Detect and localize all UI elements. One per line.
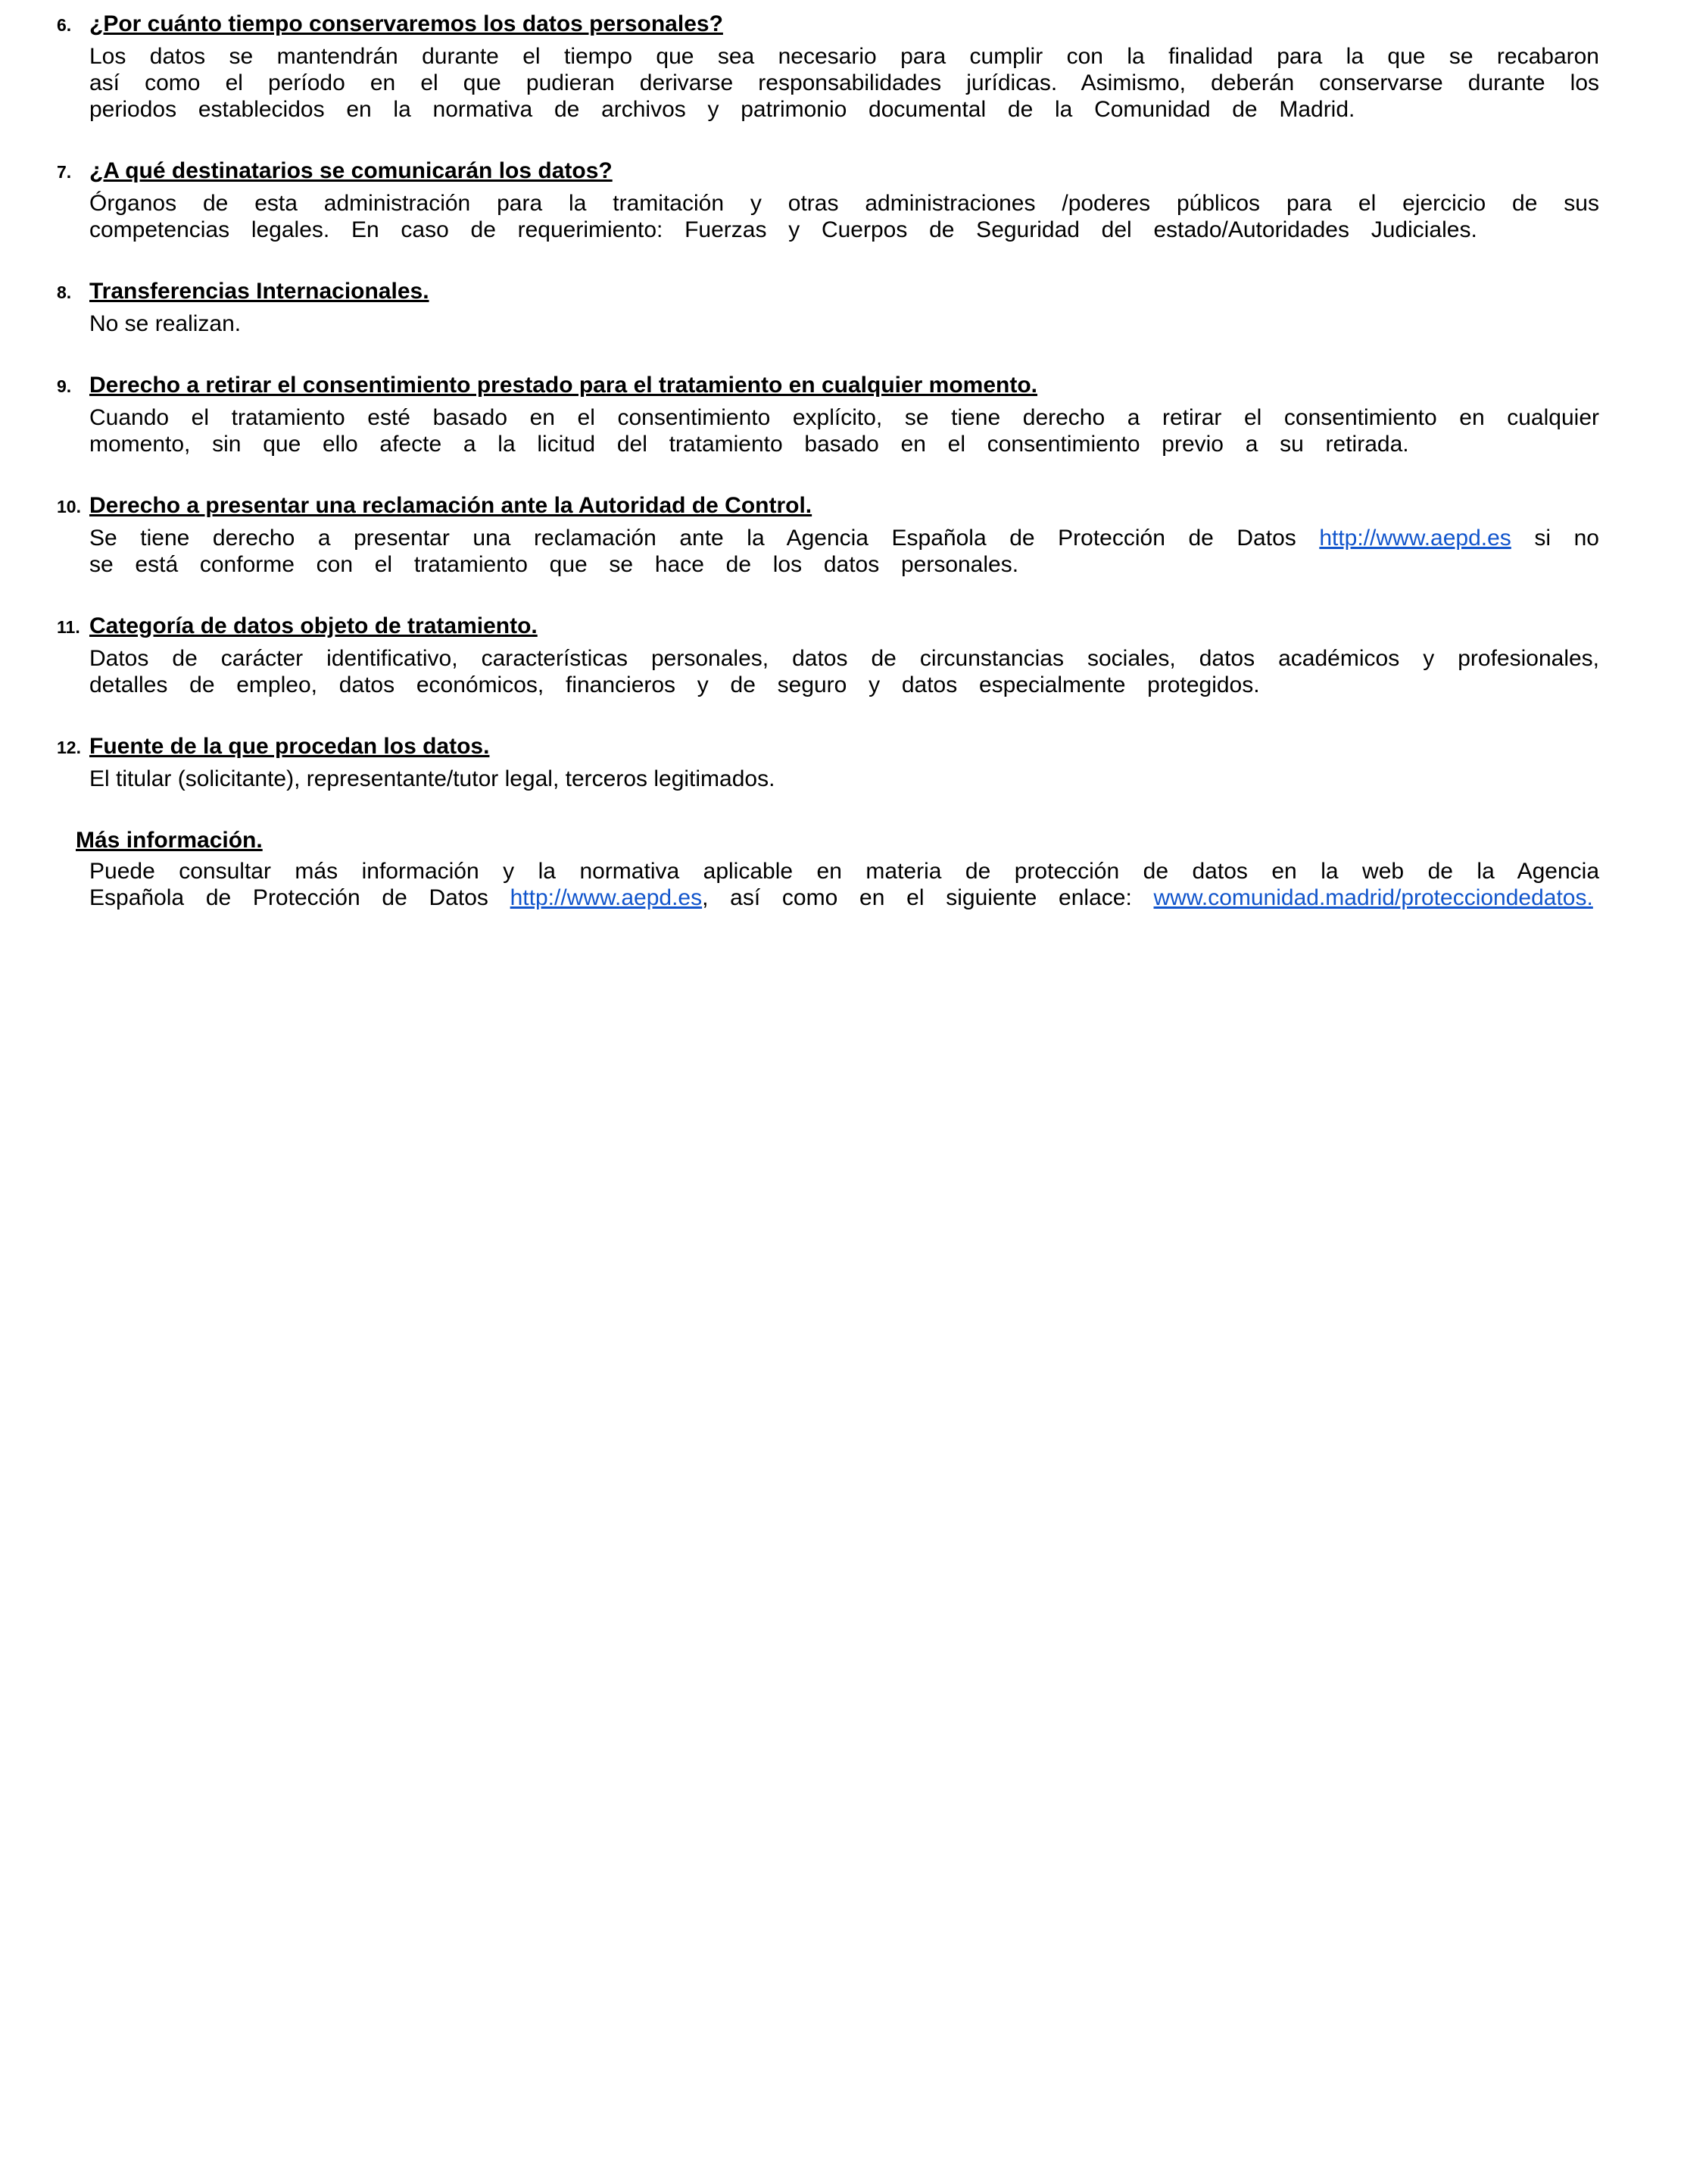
section-heading: Derecho a presentar una reclamación ante la Autoridad de Control.	[89, 493, 812, 518]
aepd-link[interactable]: http://www.aepd.es	[510, 885, 703, 910]
section-number: 12.	[57, 738, 81, 757]
section-8	[57, 278, 1599, 337]
section-heading-row	[57, 158, 1599, 186]
section-number: 7.	[57, 162, 72, 182]
text-run: si no se está conforme con el tratamiento que se hace de los datos personales.	[89, 526, 1599, 577]
paragraph	[89, 645, 1599, 698]
section-6	[57, 11, 1599, 123]
section-number: 6.	[57, 15, 72, 35]
paragraph	[89, 190, 1599, 243]
text-run: Puede consultar más información y la normativa aplicable en materia de protección de datos en la web de la Agencia Española de Protección de Datos	[89, 859, 1599, 910]
section-mas-informacion	[57, 827, 1599, 911]
paragraph	[89, 858, 1599, 911]
section-number: 11.	[57, 617, 80, 637]
aepd-link[interactable]: http://www.aepd.es	[1319, 526, 1511, 551]
section-heading-row	[57, 613, 1599, 641]
section-heading: Fuente de la que procedan los datos.	[89, 734, 490, 759]
section-heading-row	[57, 372, 1599, 400]
comunidad-madrid-protecciondedatos-link[interactable]: www.comunidad.madrid/protecciondedatos.	[1153, 885, 1593, 910]
text-run: El titular (solicitante), representante/tutor legal, terceros legitimados.	[89, 766, 775, 791]
text-run: Se tiene derecho a presentar una reclamación ante la Agencia Española de Protección de Datos	[89, 526, 1320, 551]
section-heading: Transferencias Internacionales.	[89, 279, 429, 304]
paragraph	[89, 766, 1599, 792]
section-number: 8.	[57, 282, 72, 302]
paragraph	[89, 43, 1599, 123]
section-11	[57, 613, 1599, 698]
text-run: Los datos se mantendrán durante el tiempo que sea necesario para cumplir con la finalidad para la que se recabaron así como el período en el que pudieran derivarse responsabilidades jurídicas. Asimismo, deberán conservarse durante los periodos establecidos en la normativa de archivos y patrimonio documental de la Comunidad de Madrid.	[89, 44, 1599, 122]
paragraph	[89, 310, 1599, 337]
paragraph	[89, 404, 1599, 457]
section-number: 10.	[57, 497, 81, 516]
text-run: No se realizan.	[89, 311, 242, 336]
section-9	[57, 372, 1599, 457]
section-12	[57, 733, 1599, 792]
section-heading-row	[76, 827, 1599, 853]
section-heading: ¿Por cuánto tiempo conservaremos los datos personales?	[89, 11, 723, 36]
section-heading-row	[57, 733, 1599, 761]
text-run: Órganos de esta administración para la tramitación y otras administraciones /poderes públicos para el ejercicio de sus competencias legales. En caso de requerimiento: Fuerzas y Cuerpos de Seguridad del estado/Autoridades Judiciales.	[89, 191, 1599, 242]
text-run: Datos de carácter identificativo, características personales, datos de circunstancias sociales, datos académicos y profesionales, detalles de empleo, datos económicos, financieros y de seguro y datos especialmente protegidos.	[89, 646, 1599, 697]
section-heading: Derecho a retirar el consentimiento prestado para el tratamiento en cualquier momento.	[89, 373, 1038, 398]
section-number: 9.	[57, 376, 72, 396]
section-heading: Más información.	[76, 828, 263, 853]
section-heading: ¿A qué destinatarios se comunicarán los datos?	[89, 158, 613, 183]
section-heading-row	[57, 492, 1599, 520]
section-heading-row	[57, 11, 1599, 39]
paragraph	[89, 525, 1599, 578]
text-run: , así como en el siguiente enlace:	[702, 885, 1154, 910]
section-heading: Categoría de datos objeto de tratamiento.	[89, 613, 538, 638]
section-10	[57, 492, 1599, 578]
text-run: Cuando el tratamiento esté basado en el consentimiento explícito, se tiene derecho a retirar el consentimiento en cualquier momento, sin que ello afecte a la licitud del tratamiento basado en el consentimiento previo a su retirada.	[89, 405, 1599, 457]
section-7	[57, 158, 1599, 243]
section-heading-row	[57, 278, 1599, 306]
